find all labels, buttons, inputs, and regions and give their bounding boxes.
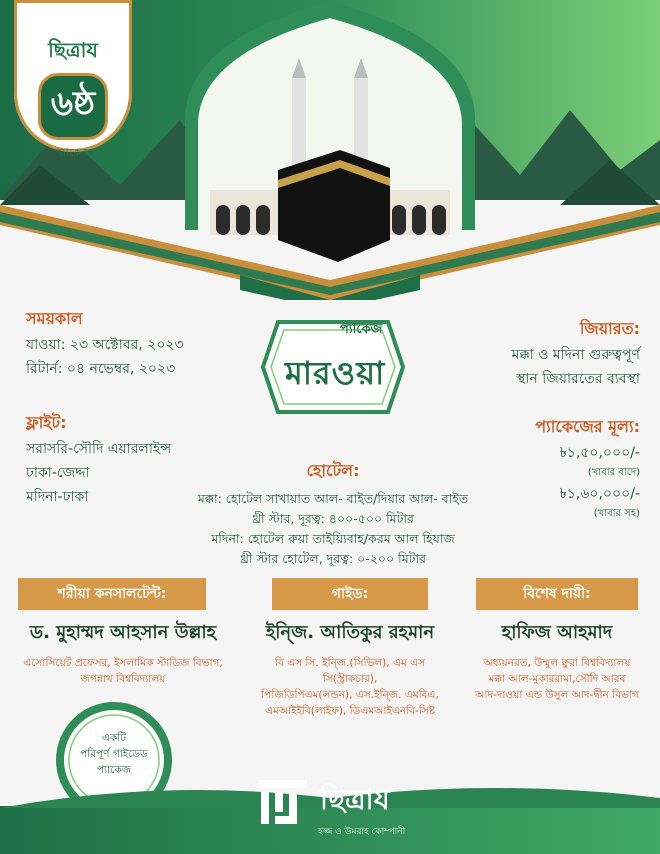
footer-brand: ছিত্রায: [320, 783, 390, 816]
role-desc: পিজিডিপিএম(লন্ডন), এস.ইন্জি. এমবিএ,: [261, 689, 439, 701]
flight-line: ঢাকা-জেদ্দা: [26, 465, 90, 481]
role-person: হাফিজ আহমাদ: [501, 622, 613, 643]
seal-line: পরিপূর্ণ গাইডেড: [80, 748, 148, 760]
role-special: [462, 578, 652, 703]
flight-line: মদিনা-ঢাকা: [26, 489, 89, 505]
footer-logo-icon: [255, 776, 311, 828]
seal-line: প্যাকেজ: [96, 764, 132, 776]
role-tag: গাইড:: [272, 578, 428, 610]
ziyarat-block: [512, 316, 640, 391]
role-desc: আদ-দাওয়া এন্ড উসুল আদ-দ্বীন বিভাগ: [475, 689, 639, 701]
flight-title: ফ্লাইট:: [26, 413, 67, 432]
role-desc: জগন্নাথ বিশ্ববিদ্যালয়: [80, 673, 166, 685]
hotel-line: থ্রী স্টার হোটেল, দূরত্ব: ০-২০০ মিটার: [240, 551, 426, 566]
role-tag: বিশেষ দায়ী:: [476, 578, 638, 610]
price-title: প্যাকেজের মূল্য:: [535, 417, 640, 436]
role-person: ইন্জি. আতিকুর রহমান: [265, 622, 435, 643]
package-label: প্যাকেজ: [340, 322, 383, 337]
edition-badge: [14, 0, 132, 159]
price-note: (খাবার বাদে): [587, 467, 640, 478]
role-person: ড. মুহাম্মদ আহসান উল্লাহ: [29, 622, 217, 643]
seal-line: একটি: [101, 732, 127, 744]
return-date: রিটার্ন: ০৪ নভেম্বর, ২০২৩: [26, 361, 176, 377]
role-desc: এমআইইবি(লাইফ), ডিএমআইএনবি-সিষ্ট: [264, 705, 436, 717]
departure-date: যাওয়া: ২৩ অক্টোবর, ২০২৩: [26, 337, 184, 353]
role-guide: [250, 578, 450, 719]
seal-text: [62, 730, 166, 778]
package-name: মারওয়া: [285, 354, 386, 392]
ziyarat-title: জিয়ারত:: [579, 319, 640, 338]
hotel-line: থ্রী স্টার, দূরত্ব: ৪০০-৫০০ মিটার: [252, 511, 414, 526]
price-note: (খাবার সহ): [593, 508, 640, 519]
hotel-block: [150, 458, 516, 569]
role-tag: শরীয়া কনসালটেন্ট:: [18, 578, 206, 610]
role-desc: মক্কা আল-মুকাররামা,সৌদি আরব: [488, 673, 626, 685]
ziyarat-line: স্থান জিয়ারতের ব্যবস্থা: [516, 371, 640, 387]
flight-line: সরাসরি-সৌদি এয়ারলাইন্স: [26, 441, 172, 457]
ziyarat-line: মক্কা ও মদিনা গুরুত্বপূর্ণ: [511, 347, 640, 363]
duration-title: সময়কাল: [26, 309, 83, 328]
badge-number: ৬ষ্ঠ: [38, 73, 108, 140]
hotel-line: মক্কা: হোটেল সাখায়াত আল- বাইত/দিয়ার আল- বাইত: [197, 491, 469, 506]
role-desc: বি এস সি. ইন্জি.(সিভিল), এম এস সি(স্ট্রাকচার),: [274, 657, 426, 685]
footer-subtitle: হজ্জ ও উমরাহ কোম্পানী: [318, 827, 406, 837]
role-shariah: [18, 578, 228, 687]
duration-block: [26, 306, 184, 381]
role-desc: এসোসিয়েট প্রফেসর, ইসলামিক স্টাডিজ বিভাগ,: [23, 657, 223, 669]
badge-brand: ছিত্রায: [48, 38, 98, 62]
hotel-line: মদিনা: হোটেল রুয়া তাইয়্যিবাহ/করম আল হিযাজ: [211, 531, 455, 546]
role-desc: অধ্যয়নরত, উম্মুল ক্বুরা বিশ্ববিদ্যালয়: [483, 657, 631, 669]
hotel-title: হোটেল:: [306, 461, 360, 480]
price-without-food: ৳১,৫০,০০০/-: [559, 445, 640, 461]
badge-label: প্যাকেজ: [55, 146, 91, 159]
price-with-food: ৳১,৬০,০০০/-: [559, 486, 640, 502]
